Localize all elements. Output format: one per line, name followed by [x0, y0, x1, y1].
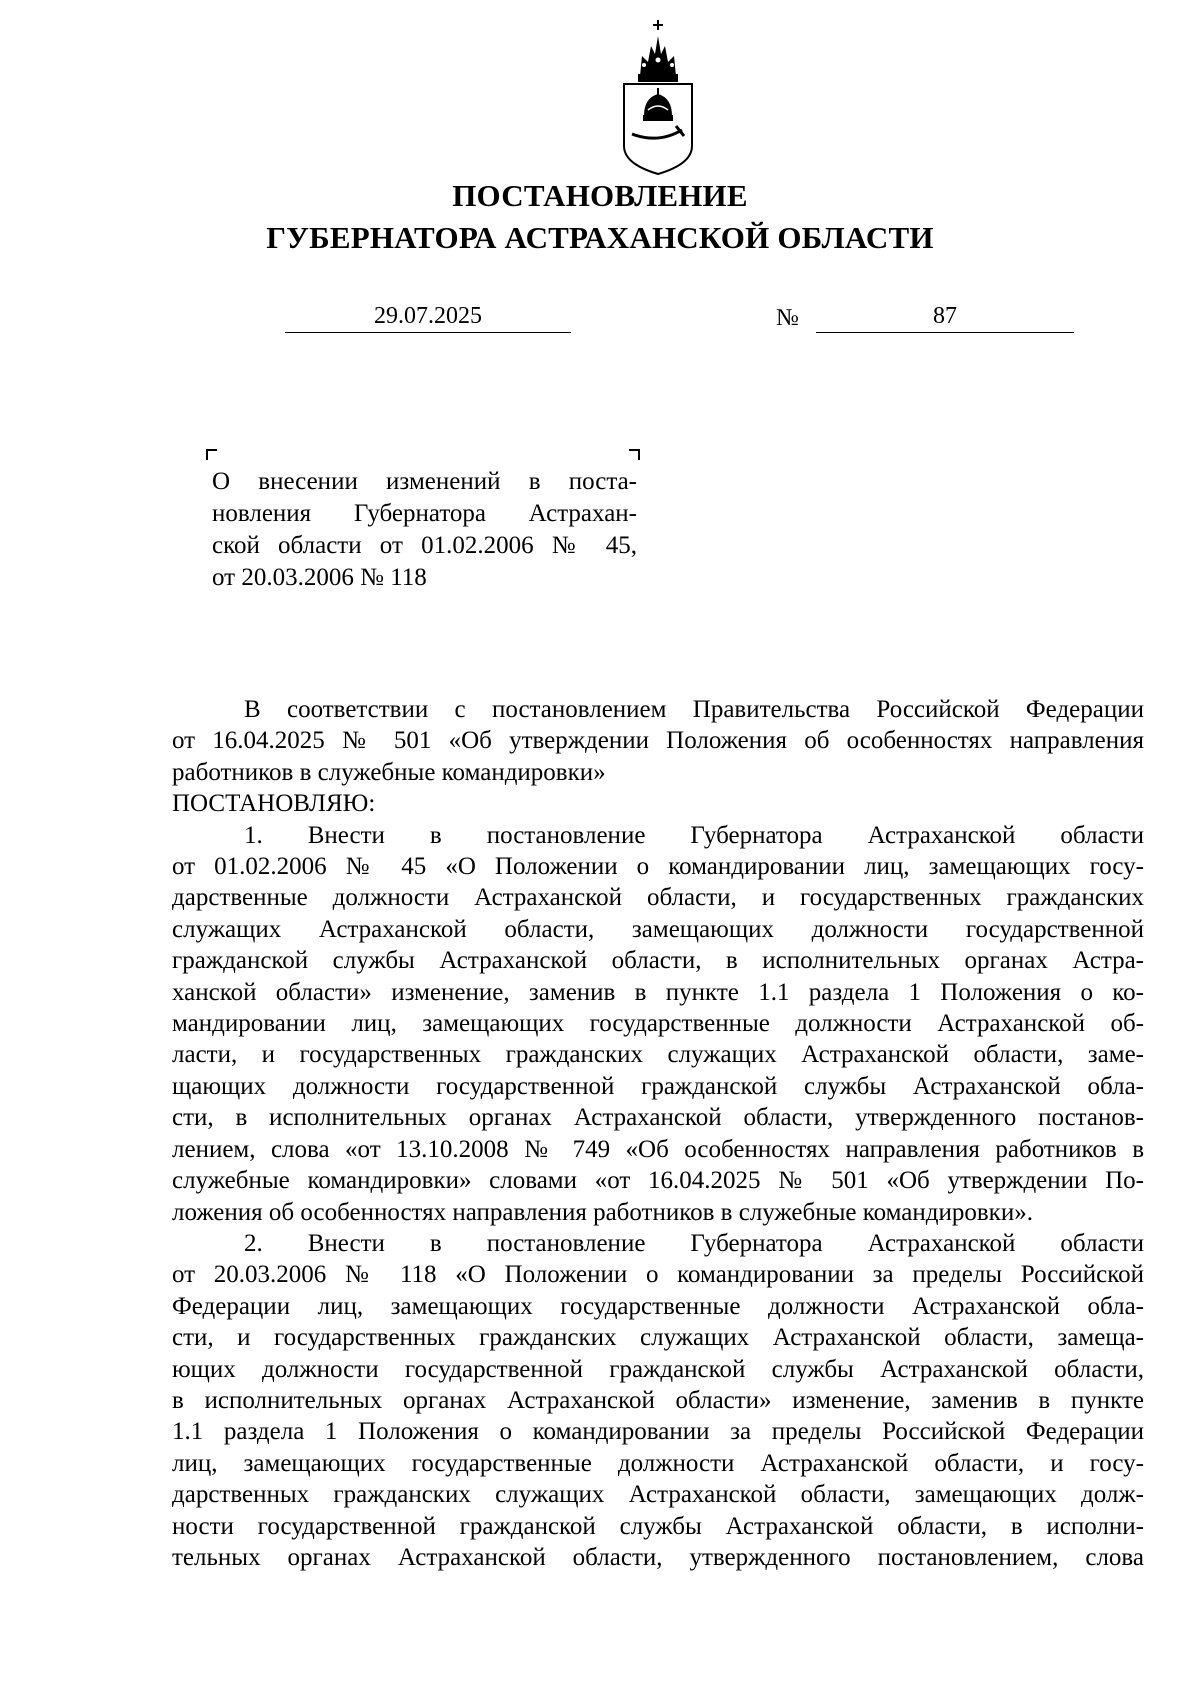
body-line: от 20.03.2006 № 118 «О Положении о командировании за пределы Российской: [172, 1261, 1144, 1289]
number-sign: №: [776, 305, 799, 331]
body-line: 2. Внести в постановление Губернатора Астраханской области: [244, 1229, 1144, 1257]
body-line: мандировании лиц, замещающих государственные должности Астраханской об-: [172, 1010, 1144, 1038]
body-line: работников в служебные командировки»: [172, 758, 606, 786]
body-line: в исполнительных органах Астраханской области» изменение, заменив в пункте: [172, 1386, 1144, 1414]
body-line: дарственные должности Астраханской области, и государственных гражданских: [172, 884, 1144, 912]
body-line: 1. Внести в постановление Губернатора Астраханской области: [244, 821, 1144, 849]
body-line: Федерации лиц, замещающих государственные должности Астраханской обла-: [172, 1292, 1144, 1320]
body-line: лиц, замещающих государственные должности Астраханской области, и госу-: [172, 1449, 1144, 1477]
body-line: щающих должности государственной гражданской службы Астраханской обла-: [172, 1072, 1144, 1100]
body-line: В соответствии с постановлением Правительства Российской Федерации: [244, 696, 1144, 723]
document-date: 29.07.2025: [285, 300, 571, 333]
body-line: 1.1 раздела 1 Положения о командировании за пределы Российской Федерации: [172, 1418, 1144, 1446]
issuer-title: ГУБЕРНАТОРА АСТРАХАНСКОЙ ОБЛАСТИ: [266, 220, 934, 255]
body-line: от 16.04.2025 № 501 «Об утверждении Положения об особенностях направления: [172, 727, 1144, 755]
document-type-title: ПОСТАНОВЛЕНИЕ: [452, 178, 748, 213]
body-line: сти, и государственных гражданских служащих Астраханской области, замеща-: [172, 1324, 1144, 1352]
document-body: [172, 694, 1144, 1573]
body-line: ханской области» изменение, заменив в пункте 1.1 раздела 1 Положения о ко-: [172, 978, 1144, 1006]
document-number: 87: [816, 300, 1074, 333]
subject-bracket-right: [629, 449, 640, 460]
subject-line: от 20.03.2006 № 118: [212, 564, 427, 591]
body-line: лением, слова «от 13.10.2008 № 749 «Об особенностях направления работников в: [172, 1135, 1144, 1163]
body-line: гражданской службы Астраханской области, в исполнительных органах Астра-: [172, 947, 1144, 975]
body-line: ложения об особенностях направления работников в служебные командировки».: [172, 1198, 1033, 1226]
body-line: ности государственной гражданской службы Астраханской области, в исполни-: [172, 1512, 1144, 1540]
body-line: служащих Астраханской области, замещающих должности государственной: [172, 915, 1144, 943]
body-line: ющих должности государственной гражданской службы Астраханской области,: [172, 1355, 1144, 1383]
body-line: от 01.02.2006 № 45 «О Положении о командировании лиц, замещающих госу-: [172, 853, 1144, 881]
subject-line: новления Губернатора Астрахан-: [212, 500, 637, 527]
body-line: дарственных гражданских служащих Астраханской области, замещающих долж-: [172, 1481, 1144, 1509]
document-subject: [212, 466, 637, 594]
subject-line: ской области от 01.02.2006 № 45,: [212, 532, 637, 559]
subject-bracket-left: [206, 449, 217, 460]
body-line: сти, в исполнительных органах Астраханской области, утвержденного постанов-: [172, 1104, 1144, 1132]
resolution-keyword: ПОСТАНОВЛЯЮ:: [172, 790, 376, 818]
body-line: ласти, и государственных гражданских служащих Астраханской области, заме-: [172, 1041, 1144, 1069]
body-line: тельных органах Астраханской области, утвержденного постановлением, слова: [172, 1543, 1144, 1571]
astrakhan-coat-of-arms-icon: [618, 18, 698, 176]
subject-line: О внесении изменений в поста-: [212, 468, 637, 495]
body-line: служебные командировки» словами «от 16.04.2025 № 501 «Об утверждении По-: [172, 1167, 1144, 1195]
